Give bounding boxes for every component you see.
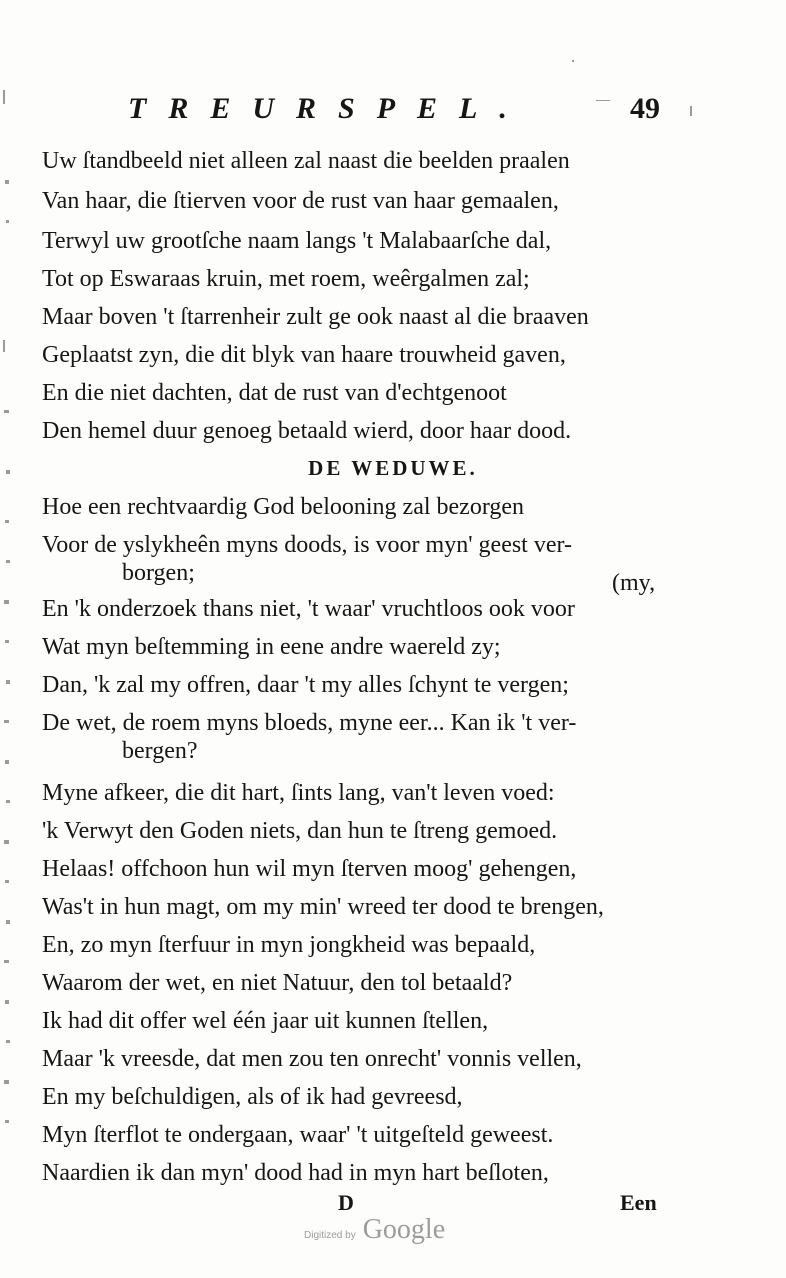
signature-mark: D [338, 1190, 354, 1215]
verse-line: Den hemel duur genoeg betaald wierd, door haar dood. [42, 418, 572, 444]
speech-line: Hoe een rechtvaardig God belooning zal bezorgen [42, 494, 525, 520]
running-head: TREURSPEL. [128, 92, 529, 125]
speech-line: Helaas! offchoon hun wil myn ſterven moog' gehengen, [42, 856, 577, 882]
speech-line: Naardien ik dan myn' dood had in myn hart beſloten, [42, 1160, 549, 1186]
speech-line: En, zo myn ſterfuur in myn jongkheid was bepaald, [42, 932, 536, 958]
speech-line-continuation: borgen; [122, 560, 195, 586]
speech-line-turnover: (my, [612, 570, 656, 596]
watermark-prefix: Digitized by [304, 1230, 356, 1241]
speech-line-continuation: bergen? [122, 738, 198, 764]
speech-line: En my beſchuldigen, als of ik had gevreesd, [42, 1084, 463, 1110]
verse-line: Geplaatst zyn, die dit blyk van haare trouwheid gaven, [42, 342, 566, 368]
verse-line: Terwyl uw grootſche naam langs 't Malabaarſche dal, [42, 228, 552, 254]
speech-line: Was't in hun magt, om my min' wreed ter dood te brengen, [42, 894, 604, 920]
google-logo: Google [362, 1214, 446, 1245]
speech-line: Myne afkeer, die dit hart, ſints lang, van't leven voed: [42, 780, 555, 806]
verse-line: Van haar, die ſtierven voor de rust van haar gemaalen, [42, 188, 559, 214]
speech-line: 'k Verwyt den Goden niets, dan hun te ſtreng gemoed. [42, 818, 558, 844]
verse-line: Uw ſtandbeeld niet alleen zal naast die beelden praalen [42, 148, 570, 174]
speech-line: En 'k onderzoek thans niet, 't waar' vruchtloos ook voor [42, 596, 575, 622]
digitized-watermark [304, 1214, 445, 1246]
catchword: Een [620, 1190, 657, 1215]
speech-line: Waarom der wet, en niet Natuur, den tol betaald? [42, 970, 513, 996]
speech-line: De wet, de roem myns bloeds, myne eer... Kan ik 't ver- [42, 710, 577, 736]
verse-line: En die niet dachten, dat de rust van d'echtgenoot [42, 380, 507, 406]
speech-line: Wat myn beſtemming in eene andre waereld zy; [42, 634, 501, 660]
speech-line: Dan, 'k zal my offren, daar 't my alles ſchynt te vergen; [42, 672, 569, 698]
speech-line: Voor de yslykheên myns doods, is voor myn' geest ver- [42, 532, 573, 558]
speaker-heading: DE WEDUWE. [308, 456, 478, 480]
speech-line: Ik had dit offer wel één jaar uit kunnen ſtellen, [42, 1008, 489, 1034]
speech-line: Maar 'k vreesde, dat men zou ten onrecht' vonnis vellen, [42, 1046, 582, 1072]
verse-line: Tot op Eswaraas kruin, met roem, weêrgalmen zal; [42, 266, 530, 292]
speech-line: Myn ſterflot te ondergaan, waar' 't uitgeſteld geweest. [42, 1122, 554, 1148]
page-number: 49 [630, 92, 660, 125]
verse-line: Maar boven 't ſtarrenheir zult ge ook naast al die braaven [42, 304, 589, 330]
